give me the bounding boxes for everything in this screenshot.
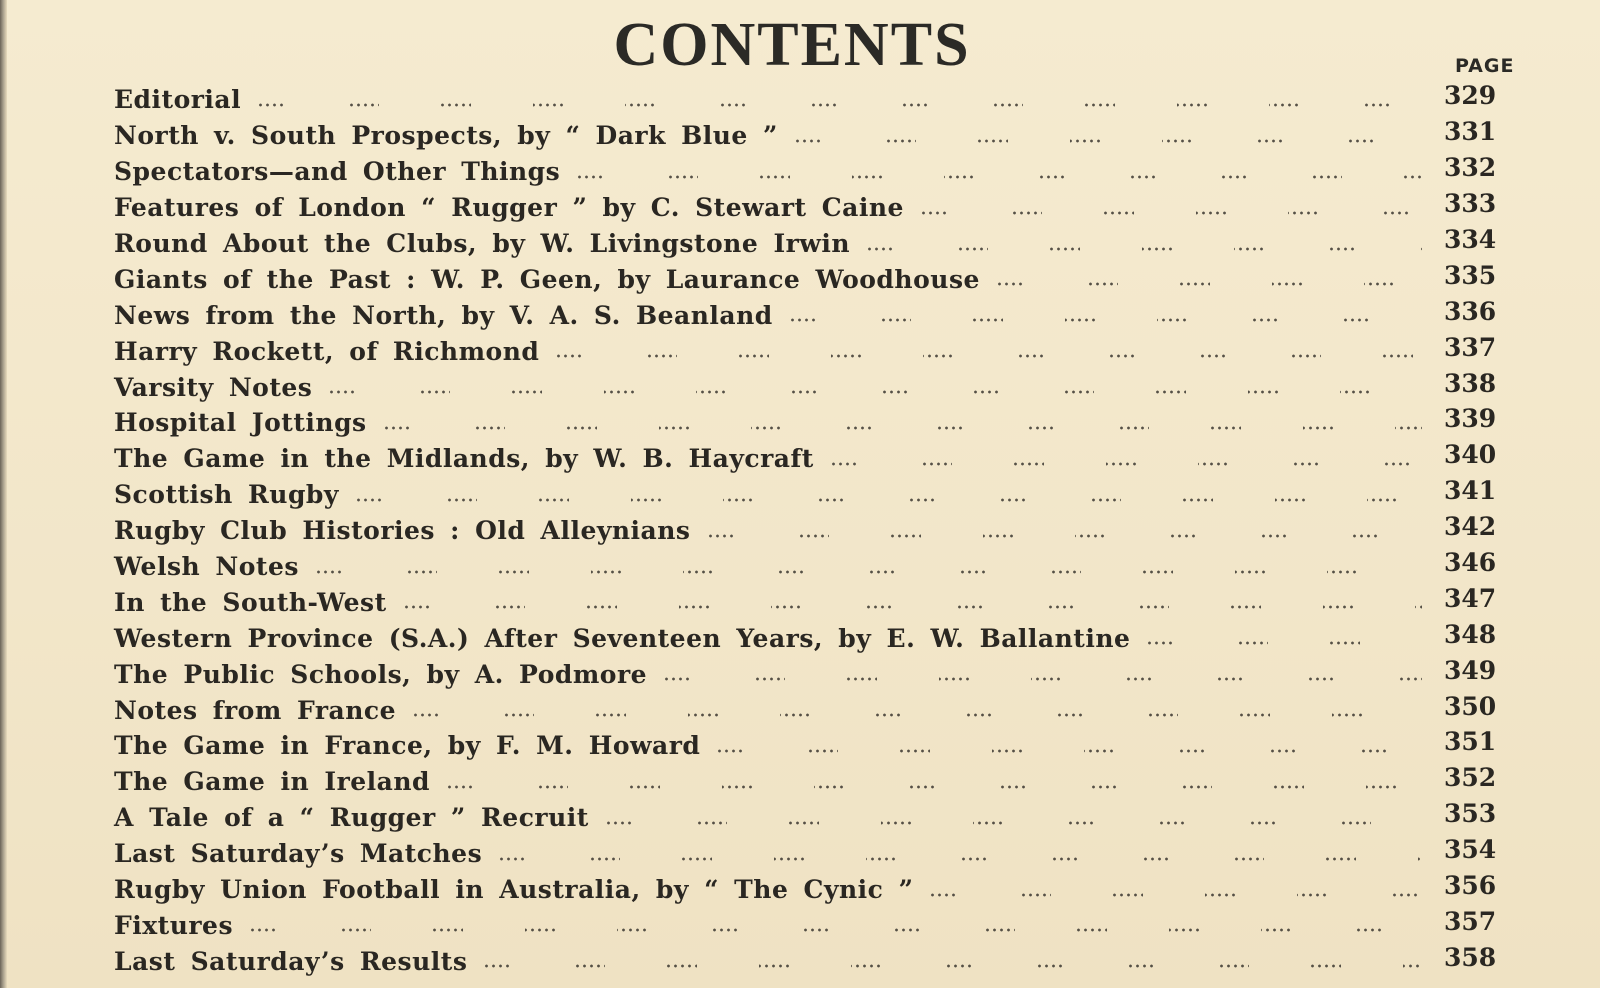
dot-leader — [498, 857, 1422, 861]
dot-leader — [403, 605, 1422, 609]
contents-entry — [114, 620, 1514, 656]
entry-title: The Game in Ireland — [114, 767, 431, 797]
entry-title: Spectators—and Other Things — [114, 157, 561, 187]
entry-title: Last Saturday’s Matches — [114, 839, 483, 869]
entry-page-number: 358 — [1444, 942, 1497, 972]
entry-page-number: 332 — [1444, 153, 1497, 183]
entry-title: Varsity Notes — [114, 372, 313, 402]
contents-entry — [114, 836, 1514, 872]
entry-page-number: 329 — [1444, 81, 1497, 111]
contents-entry — [114, 872, 1514, 908]
entry-title: The Public Schools, by A. Podmore — [114, 659, 648, 689]
page-column-label: PAGE — [1455, 55, 1515, 77]
dot-leader — [412, 713, 1422, 717]
contents-entry — [114, 549, 1514, 585]
contents-entry — [114, 226, 1514, 262]
entry-title: Notes from France — [114, 695, 396, 725]
entry-title: Scottish Rugby — [114, 480, 339, 510]
contents-entry — [114, 477, 1514, 513]
dot-leader — [920, 211, 1422, 215]
dot-leader — [1146, 641, 1422, 645]
contents-entry — [114, 692, 1514, 728]
entry-title: A Tale of a “ Rugger ” Recruit — [114, 803, 589, 833]
entry-page-number: 335 — [1444, 260, 1497, 290]
entry-title: Features of London “ Rugger ” by C. Stewart Caine — [114, 193, 904, 223]
entry-page-number: 333 — [1444, 189, 1497, 219]
contents-entry — [114, 297, 1514, 333]
entry-title: Editorial — [114, 85, 242, 115]
dot-leader — [789, 318, 1422, 322]
contents-entry — [114, 405, 1514, 441]
dot-leader — [576, 175, 1422, 179]
entry-page-number: 354 — [1444, 835, 1497, 865]
entry-page-number: 334 — [1444, 225, 1497, 254]
entry-title: Last Saturday’s Results — [114, 946, 468, 976]
dot-leader — [663, 677, 1422, 681]
dot-leader — [830, 462, 1422, 466]
entry-title: North v. South Prospects, by “ Dark Blue ” — [114, 121, 778, 151]
contents-entry — [114, 441, 1514, 477]
entry-title: Harry Rockett, of Richmond — [114, 336, 540, 366]
dot-leader — [605, 821, 1422, 825]
dot-leader — [483, 964, 1422, 968]
contents-entry — [114, 513, 1514, 549]
entry-page-number: 340 — [1444, 440, 1497, 470]
dot-leader — [707, 534, 1422, 538]
entry-page-number: 350 — [1444, 691, 1497, 721]
dot-leader — [446, 785, 1422, 789]
contents-entry — [114, 190, 1514, 226]
contents-entry — [114, 333, 1514, 369]
entry-title: The Game in France, by F. M. Howard — [114, 731, 701, 761]
entry-title: The Game in the Midlands, by W. B. Haycraft — [114, 444, 814, 474]
dot-leader — [794, 139, 1422, 143]
page-title — [0, 11, 1600, 79]
dot-leader — [328, 390, 1422, 394]
page-title-text: CONTENTS — [613, 11, 971, 79]
contents-entry — [114, 943, 1514, 979]
contents-entry — [114, 584, 1514, 620]
contents-entry — [114, 800, 1514, 836]
entry-page-number: 347 — [1444, 583, 1497, 613]
entry-page-number: 351 — [1444, 727, 1497, 757]
entry-page-number: 341 — [1444, 476, 1497, 506]
dot-leader — [257, 103, 1422, 107]
entry-page-number: 336 — [1444, 296, 1497, 326]
dot-leader — [249, 928, 1422, 932]
contents-entry — [114, 656, 1514, 692]
contents-entry — [114, 907, 1514, 943]
entry-page-number: 352 — [1444, 763, 1497, 793]
dot-leader — [555, 354, 1422, 358]
entry-page-number: 356 — [1444, 871, 1497, 901]
dot-leader — [315, 570, 1422, 574]
entry-title: News from the North, by V. A. S. Beanland — [114, 300, 773, 330]
dot-leader — [716, 749, 1422, 753]
contents-entry — [114, 764, 1514, 800]
dot-leader — [929, 893, 1422, 897]
entry-title: Rugby Club Histories : Old Alleynians — [114, 516, 691, 546]
entry-page-number: 348 — [1444, 619, 1497, 649]
contents-entry — [114, 261, 1514, 297]
dot-leader — [355, 498, 1422, 502]
entry-title: Rugby Union Football in Australia, by “ The Cynic ” — [114, 875, 914, 905]
contents-list — [114, 82, 1514, 979]
contents-entry — [114, 118, 1514, 154]
entry-page-number: 346 — [1444, 548, 1497, 578]
entry-title: Round About the Clubs, by W. Livingstone Irwin — [114, 229, 851, 258]
contents-entry — [114, 154, 1514, 190]
entry-title: Giants of the Past : W. P. Geen, by Laurance Woodhouse — [114, 264, 980, 294]
entry-page-number: 342 — [1444, 512, 1497, 542]
entry-page-number: 353 — [1444, 799, 1497, 829]
contents-entry — [114, 82, 1514, 118]
entry-page-number: 331 — [1444, 117, 1497, 147]
entry-title: Fixtures — [114, 910, 234, 940]
entry-page-number: 337 — [1444, 332, 1497, 362]
dot-leader — [996, 282, 1422, 286]
entry-title: Welsh Notes — [114, 552, 299, 582]
entry-page-number: 349 — [1444, 655, 1497, 685]
entry-title: Western Province (S.A.) After Seventeen Years, by E. W. Ballantine — [114, 623, 1131, 653]
entry-page-number: 338 — [1444, 368, 1497, 398]
entry-title: Hospital Jottings — [114, 408, 367, 438]
entry-page-number: 339 — [1444, 404, 1497, 434]
entry-page-number: 357 — [1444, 906, 1497, 936]
contents-entry — [114, 728, 1514, 764]
dot-leader — [383, 426, 1422, 430]
dot-leader — [866, 247, 1422, 251]
entry-title: In the South-West — [114, 587, 387, 617]
contents-entry — [114, 369, 1514, 405]
